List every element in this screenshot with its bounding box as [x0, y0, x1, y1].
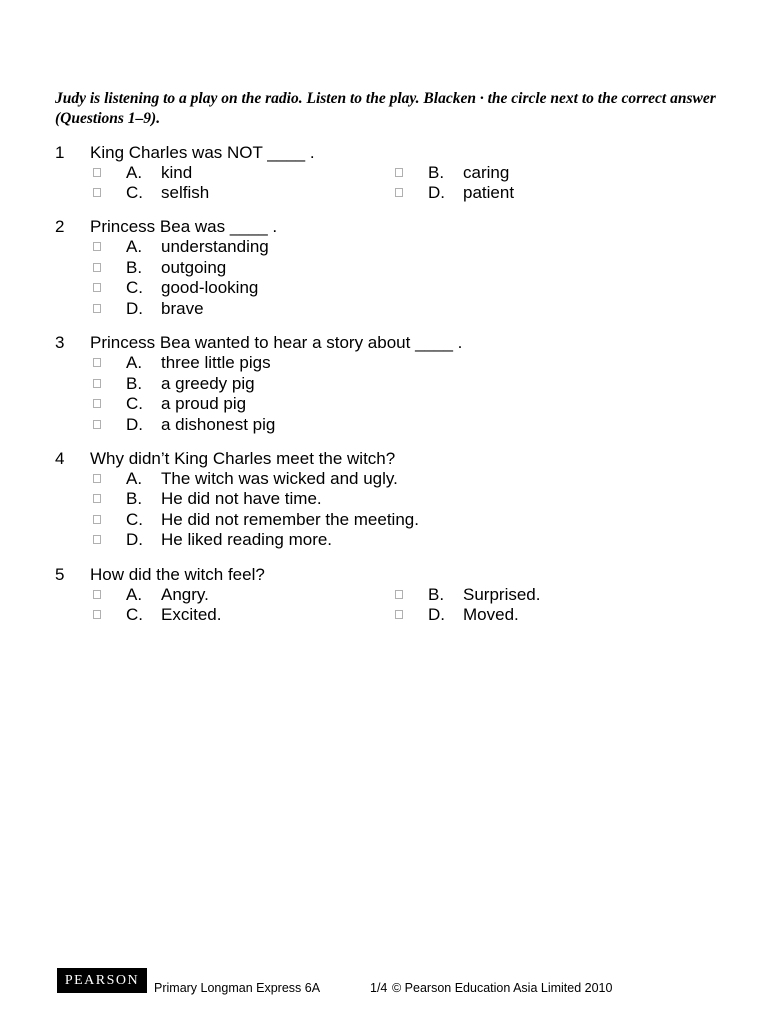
option-text: He did not remember the meeting. — [161, 510, 419, 529]
answer-box-icon[interactable] — [93, 610, 101, 619]
question-3 — [55, 333, 735, 434]
answer-box-icon[interactable] — [93, 283, 101, 292]
option-text: understanding — [161, 237, 269, 256]
option-text: a dishonest pig — [161, 415, 276, 434]
option-text: Excited. — [161, 605, 222, 624]
instructions: Judy is listening to a play on the radio. Listen to the play. Blacken · the circle next to the correct answer (Questions 1–9). — [55, 90, 716, 127]
answer-box-icon[interactable] — [93, 399, 101, 408]
question-number: 4 — [55, 449, 65, 468]
question-text: Princess Bea was ____ . — [90, 217, 278, 236]
question-5 — [55, 565, 735, 624]
question-1 — [55, 143, 735, 202]
option-text: Surprised. — [463, 585, 541, 604]
option-letter: C. — [126, 183, 143, 202]
option-text: selfish — [161, 183, 210, 202]
option-letter: C. — [126, 605, 143, 624]
option-text: caring — [463, 163, 510, 182]
footer — [57, 968, 737, 998]
option-text: kind — [161, 163, 193, 182]
option-letter: A. — [126, 237, 143, 256]
option-text: Moved. — [463, 605, 519, 624]
option-letter: A. — [126, 163, 143, 182]
option-text: a greedy pig — [161, 374, 255, 393]
question-number: 5 — [55, 565, 65, 584]
option-letter: D. — [126, 530, 143, 549]
option-text: Angry. — [161, 585, 209, 604]
question-text: Why didn’t King Charles meet the witch? — [90, 449, 396, 468]
answer-box-icon[interactable] — [93, 168, 101, 177]
option-letter: D. — [126, 299, 143, 318]
answer-box-icon[interactable] — [93, 420, 101, 429]
copyright: © Pearson Education Asia Limited 2010 — [392, 981, 613, 995]
option-letter: B. — [126, 489, 143, 508]
question-text: King Charles was NOT ____ . — [90, 143, 315, 162]
question-text: Princess Bea wanted to hear a story about ____ . — [90, 333, 463, 352]
option-letter: B. — [126, 258, 143, 277]
option-letter: C. — [126, 278, 143, 297]
option-text: a proud pig — [161, 394, 247, 413]
answer-box-icon[interactable] — [93, 188, 101, 197]
option-text: The witch was wicked and ugly. — [161, 469, 398, 488]
answer-box-icon[interactable] — [93, 379, 101, 388]
answer-box-icon[interactable] — [93, 515, 101, 524]
option-letter: C. — [126, 394, 143, 413]
option-letter: B. — [126, 374, 143, 393]
page-number: 1/4 — [370, 981, 388, 995]
option-letter: A. — [126, 353, 143, 372]
pearson-logo: PEARSON — [57, 968, 147, 993]
book-title: Primary Longman Express 6A — [154, 981, 321, 995]
answer-box-icon[interactable] — [395, 168, 403, 177]
option-text: patient — [463, 183, 515, 202]
question-number: 3 — [55, 333, 65, 352]
answer-box-icon[interactable] — [93, 494, 101, 503]
question-number: 2 — [55, 217, 65, 236]
answer-box-icon[interactable] — [93, 535, 101, 544]
option-letter: A. — [126, 585, 143, 604]
option-letter: D. — [428, 605, 445, 624]
answer-box-icon[interactable] — [93, 242, 101, 251]
option-text: brave — [161, 299, 204, 318]
question-text: How did the witch feel? — [90, 565, 265, 584]
answer-box-icon[interactable] — [93, 590, 101, 599]
option-letter: B. — [428, 163, 445, 182]
answer-box-icon[interactable] — [93, 474, 101, 483]
question-4 — [55, 449, 735, 549]
option-letter: C. — [126, 510, 143, 529]
option-text: three little pigs — [161, 353, 271, 372]
option-letter: A. — [126, 469, 143, 488]
question-2 — [55, 217, 735, 318]
option-letter: B. — [428, 585, 445, 604]
answer-box-icon[interactable] — [93, 358, 101, 367]
answer-box-icon[interactable] — [93, 304, 101, 313]
option-text: He did not have time. — [161, 489, 322, 508]
answer-box-icon[interactable] — [93, 263, 101, 272]
option-letter: D. — [126, 415, 143, 434]
question-number: 1 — [55, 143, 65, 162]
option-text: good-looking — [161, 278, 259, 297]
option-letter: D. — [428, 183, 445, 202]
answer-box-icon[interactable] — [395, 610, 403, 619]
option-text: outgoing — [161, 258, 227, 277]
option-text: He liked reading more. — [161, 530, 333, 549]
answer-box-icon[interactable] — [395, 188, 403, 197]
answer-box-icon[interactable] — [395, 590, 403, 599]
